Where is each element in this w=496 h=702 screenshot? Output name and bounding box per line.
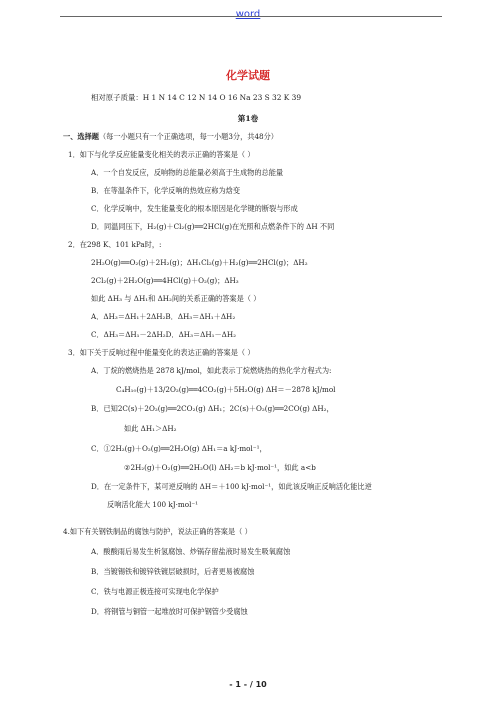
q4-option-a: A．酸酸雨后易发生析氢腐蚀、炒锅存留盐液时易发生吸氧腐蚀 bbox=[91, 547, 291, 556]
header-divider bbox=[60, 16, 442, 17]
q4-option-b: B．当镀锡铁和镀锌铁镀层破损时，后者更易被腐蚀 bbox=[91, 567, 255, 576]
q3-option-a: A．丁烷的燃烧热是 2878 kJ/mol，如此表示丁烷燃烧热的热化学方程式为: bbox=[91, 366, 332, 375]
q3-option-c-cont: ②2H₂(g)＋O₂(g)══2H₂O(l) ΔH₂＝b kJ·mol⁻¹，如此 a<b bbox=[124, 463, 316, 472]
section-title: 一、选择题 bbox=[63, 132, 99, 141]
q2-options-cd: C．ΔH₃＝ΔH₁－2ΔH₂D．ΔH₃＝ΔH₁－ΔH₂ bbox=[91, 330, 237, 339]
q1-option-b: B．在等温条件下，化学反响的热效应称为焓变 bbox=[91, 186, 241, 195]
question-1: 1．如下与化学反应能量变化相关的表示正确的答案是（ ） bbox=[68, 150, 255, 159]
q3-option-d: D．在一定条件下，某可逆反响的 ΔH＝＋100 kJ·mol⁻¹，如此该反响正反响活化能比逆 bbox=[91, 482, 372, 491]
q1-option-c: C．化学反响中，发生能量变化的根本原因是化学键的断裂与形成 bbox=[91, 204, 298, 213]
atomic-masses: 相对原子质量：H 1 N 14 C 12 N 14 O 16 Na 23 S 32 K 39 bbox=[91, 93, 302, 102]
q3-option-d-cont: 反响活化能大 100 kJ·mol⁻¹ bbox=[107, 500, 199, 509]
q2-prompt: 如此 ΔH₃ 与 ΔH₁和 ΔH₂间的关系正确的答案是（ ） bbox=[91, 294, 261, 303]
q3-option-b-cont: 如此 ΔH₁＞ΔH₂ bbox=[124, 424, 177, 433]
q4-option-d: D．将钢管与铜管一起堆放时可保护钢管少受腐蚀 bbox=[91, 607, 248, 616]
q1-option-a: A．一个自发反应，反响物的总能量必须高于生成物的总能量 bbox=[91, 168, 284, 177]
q3-option-b: B．已知2C(s)＋2O₂(g)══2CO₂(g) ΔH₁；2C(s)＋O₂(g)══2CO(g) ΔH₂， bbox=[91, 404, 334, 413]
exam-title: 化学试题 bbox=[226, 69, 270, 82]
question-3: 3．如下关于反响过程中能量变化的表达正确的答案是（ ） bbox=[68, 348, 255, 357]
question-4: 4.如下有关钢铁制品的腐蚀与防护，说法正确的答案是（ ） bbox=[63, 527, 252, 536]
q3-option-a-equation: C₄H₁₀(g)＋13/2O₂(g)══4CO₂(g)＋5H₂O(g) ΔH＝－2878 kJ/mol bbox=[116, 385, 336, 394]
q3-option-c: C．①2H₂(g)＋O₂(g)══2H₂O(g) ΔH₁＝a kJ·mol⁻¹， bbox=[91, 444, 267, 453]
q1-option-d: D．同温同压下，H₂(g)＋Cl₂(g)══2HCl(g)在光照和点燃条件下的 ΔH 不同 bbox=[91, 222, 335, 231]
section-note: （每一小题只有一个正确选项，每一小题3分，共48分） bbox=[98, 132, 278, 141]
q2-equation-2: 2Cl₂(g)＋2H₂O(g)══4HCl(g)＋O₂(g)；ΔH₃ bbox=[91, 276, 239, 285]
q2-equation-1: 2H₂O(g)══O₂(g)＋2H₂(g)；ΔH₁Cl₂(g)＋H₂(g)══2HCl(g)；ΔH₂ bbox=[91, 258, 308, 267]
q2-options-ab: A．ΔH₃＝ΔH₁＋2ΔH₂B．ΔH₃＝ΔH₁＋ΔH₂ bbox=[91, 312, 236, 321]
volume-heading: 第1卷 bbox=[237, 114, 259, 123]
page-header bbox=[0, 2, 496, 21]
page-number: - 1 - / 10 bbox=[229, 680, 267, 689]
q4-option-c: C．铁与电源正极连接可实现电化学保护 bbox=[91, 587, 219, 596]
section-heading bbox=[63, 132, 278, 141]
header-word-link[interactable]: word bbox=[235, 9, 261, 20]
question-2: 2．在298 K、101 kPa时，: bbox=[68, 240, 162, 249]
